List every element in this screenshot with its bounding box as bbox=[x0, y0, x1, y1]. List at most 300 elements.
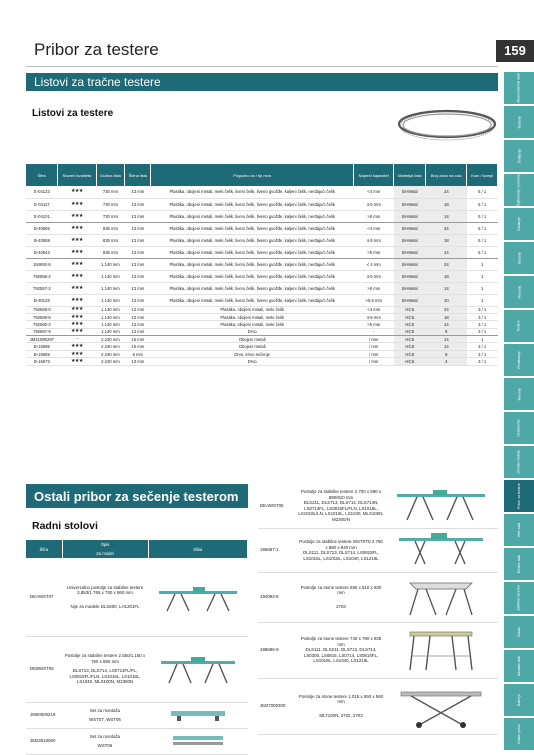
blade-length: 1.140 mm bbox=[96, 321, 125, 328]
pieces-per-set: 1 bbox=[467, 282, 498, 294]
teeth-per-inch: 6 bbox=[426, 350, 467, 357]
col-header-desc: Opis bbox=[62, 540, 148, 549]
teeth-per-inch: 14 bbox=[426, 282, 467, 294]
teeth-per-inch: 14 bbox=[426, 336, 467, 343]
side-tab-19[interactable] bbox=[504, 718, 534, 752]
table-row bbox=[26, 343, 498, 350]
product-code: DEAWST07 bbox=[26, 558, 62, 636]
compatible-models: MLT100N, 2702, 2703 bbox=[319, 712, 363, 718]
side-tab-14[interactable] bbox=[504, 548, 534, 582]
product-desc bbox=[298, 678, 384, 734]
teeth-per-inch: 10 bbox=[426, 294, 467, 306]
blade-width: 13 mm bbox=[125, 294, 151, 306]
quality-rating: ★★★ bbox=[58, 313, 96, 320]
max-capacity: 4-5 mm bbox=[354, 270, 394, 282]
suitable-for: Plastika, obojeni metali, meki čelik, liveni čelik, liveno gvožđe, kaljeni čelik, nerđajući čelik bbox=[151, 222, 354, 234]
blade-length: 1.140 mm bbox=[96, 328, 125, 335]
blade-material: Bi-Metal bbox=[394, 222, 426, 234]
blade-length: 1.140 mm bbox=[96, 313, 125, 320]
side-tab-10[interactable] bbox=[504, 412, 534, 446]
product-code: 194093-8 bbox=[258, 572, 298, 622]
max-capacity: <4 mm bbox=[354, 306, 394, 313]
pieces-per-set: 3 / 1 bbox=[467, 358, 498, 365]
table-saw-stand-image bbox=[396, 575, 486, 619]
suitable-for: Plastika, obojeni metali, meki čelik, liveni čelik, liveno gvožđe, kaljeni čelik, nerđajući čelik bbox=[151, 234, 354, 246]
blade-length: 835 mm bbox=[96, 234, 125, 246]
product-code: DEAWST05 bbox=[258, 484, 298, 528]
product-image bbox=[148, 636, 248, 702]
blade-width: 16 mm bbox=[125, 336, 151, 343]
col-header-model: Za model bbox=[62, 549, 148, 558]
max-capacity: / mm bbox=[354, 358, 394, 365]
col-header-length: Dužina lista bbox=[96, 164, 125, 186]
quality-rating: ★★★ bbox=[58, 222, 96, 234]
product-code: E-04123 bbox=[26, 186, 58, 198]
teeth-per-inch: 14 bbox=[426, 321, 467, 328]
quality-rating: ★★★ bbox=[58, 343, 96, 350]
product-code: E-04117 bbox=[26, 198, 58, 210]
quality-rating: ★★★ bbox=[58, 210, 96, 222]
col-header-capacity: Najveći kapacitet bbox=[354, 164, 394, 186]
blade-material: HCS bbox=[394, 336, 426, 343]
suitable-for: Plastika, obojeni metali, meki čelik, liveni čelik, liveno gvožđe, kaljeni čelik, nerđajući čelik bbox=[151, 270, 354, 282]
product-code: E-04101 bbox=[26, 210, 58, 222]
max-capacity: < 4 mm bbox=[354, 258, 394, 270]
table-row bbox=[26, 234, 498, 246]
blade-width: 13 mm bbox=[125, 282, 151, 294]
blade-table bbox=[26, 164, 498, 366]
max-capacity: >5 mm bbox=[354, 282, 394, 294]
mounting-set-image bbox=[163, 705, 233, 725]
table-row bbox=[26, 336, 498, 343]
product-desc bbox=[62, 558, 148, 636]
col-header-pcs: Kom / kompl bbox=[467, 164, 498, 186]
side-tab-label: Rezanje bbox=[517, 285, 521, 299]
side-tab-label: Šrafljenje bbox=[517, 148, 521, 164]
blade-length: 1.140 mm bbox=[96, 306, 125, 313]
compatible-models: DLS713, DLS714, LS0714FL/FL, LS0815FL/FLN, LS1016L, LS1018L, LS1040, MLS100N, M2300N bbox=[69, 668, 141, 685]
blade-material: Bi-Metal bbox=[394, 258, 426, 270]
blade-width: 13 mm bbox=[125, 234, 151, 246]
quality-rating: ★★★ bbox=[58, 328, 96, 335]
blade-length: 835 mm bbox=[96, 246, 125, 258]
stand-spec: Postolje za stabilne testere WST07N 2.750 x 880 x 840 mm bbox=[299, 539, 383, 550]
col-header-teeth: Broj zuba na colu bbox=[426, 164, 467, 186]
compatible-models: 2704 bbox=[336, 603, 346, 609]
product-image bbox=[384, 622, 498, 678]
quality-rating: ★★★ bbox=[58, 270, 96, 282]
quality-rating: ★★★ bbox=[58, 294, 96, 306]
subtitle-work-stands: Radni stolovi bbox=[32, 520, 98, 532]
teeth-per-inch: 6 bbox=[426, 328, 467, 335]
stand-spec: Univerzalno postolje za stabilne testere 3.853/1.765 x 750 x 860 mm bbox=[66, 584, 144, 595]
stand-spec: Postolje za stone testere 655 x 510 x 830 mm bbox=[300, 584, 382, 596]
blade-material: Bi-Metal bbox=[394, 270, 426, 282]
compatible-models: WST07, WST06 bbox=[89, 717, 121, 722]
pieces-per-set: 5 / 1 bbox=[467, 186, 498, 198]
blade-material: HCS bbox=[394, 321, 426, 328]
blade-length: 1.140 mm bbox=[96, 282, 125, 294]
stand-spec: Postolje za stone testere 1.015 x 590 x 560 mm bbox=[298, 693, 384, 705]
page-title: Pribor za testere bbox=[34, 40, 159, 59]
suitable-for: Plastika, obojeni metali, meki čelik, liveni čelik, liveno gvožđe, kaljeni čelik, nerđajući čelik bbox=[151, 258, 354, 270]
product-code: 792559-8 bbox=[26, 313, 58, 320]
blade-width: 13 mm bbox=[125, 246, 151, 258]
product-code: JM00000219 bbox=[26, 702, 62, 728]
product-code: 198686-9 bbox=[258, 622, 298, 678]
teeth-per-inch: 18 bbox=[426, 270, 467, 282]
blade-material: Bi-Metal bbox=[394, 282, 426, 294]
blade-width: 13 mm bbox=[125, 313, 151, 320]
compatible-models: WST06 bbox=[97, 743, 113, 748]
suitable-for: Obojeni metali bbox=[151, 336, 354, 343]
side-tab-9[interactable] bbox=[504, 378, 534, 412]
pieces-per-set: 5 / 1 bbox=[467, 222, 498, 234]
suitable-for: Plastika, obojeni metali, meki čelik, liveni čelik, liveno gvožđe, kaljeni čelik, nerđajući čelik bbox=[151, 198, 354, 210]
col-header-width: Širina lista bbox=[125, 164, 151, 186]
blade-width: 13 mm bbox=[125, 306, 151, 313]
table-row bbox=[26, 270, 498, 282]
table-row bbox=[26, 246, 498, 258]
side-tab-label: Sečenje bbox=[517, 251, 521, 265]
side-tab-11[interactable] bbox=[504, 446, 534, 480]
product-code: 196687-1 bbox=[258, 528, 298, 572]
suitable-for: Plastika, obojeni metali, meki čelik bbox=[151, 313, 354, 320]
table-row bbox=[26, 198, 498, 210]
table-row bbox=[258, 528, 498, 572]
max-capacity: 4-5 mm bbox=[354, 198, 394, 210]
pieces-per-set: 1 bbox=[467, 258, 498, 270]
suitable-for: Drvo, krivo sečenje bbox=[151, 350, 354, 357]
product-code: 792560-3 bbox=[26, 321, 58, 328]
side-tab-6[interactable] bbox=[504, 276, 534, 310]
table-row bbox=[26, 282, 498, 294]
stand-spec: Postolje za stabilne testere 2.550/1.150 x 750 x 850 mm bbox=[64, 653, 146, 664]
side-tab-label: Vrtni alati bbox=[517, 522, 521, 538]
blade-width: 16 mm bbox=[125, 343, 151, 350]
product-code: B-30128 bbox=[26, 294, 58, 306]
product-code: JM21080297 bbox=[26, 336, 58, 343]
quality-rating: ★★★ bbox=[58, 282, 96, 294]
side-tab-16[interactable] bbox=[504, 616, 534, 650]
product-desc bbox=[62, 636, 148, 702]
max-capacity: / mm bbox=[354, 350, 394, 357]
suitable-for: Plastika, obojeni metali, meki čelik, liveni čelik, liveno gvožđe, kaljeni čelik, nerđajući čelik bbox=[151, 294, 354, 306]
quality-rating: ★★★ bbox=[58, 321, 96, 328]
universal-stand-image bbox=[155, 577, 241, 617]
suitable-for: Plastika, obojeni metali, meki čelik, liveni čelik, liveno gvožđe, kaljeni čelik, nerđajući čelik bbox=[151, 210, 354, 222]
table-row bbox=[26, 321, 498, 328]
product-image bbox=[148, 702, 248, 728]
teeth-per-inch: 24 bbox=[426, 306, 467, 313]
blade-length: 1.140 mm bbox=[96, 270, 125, 282]
suitable-for: Drvo bbox=[151, 358, 354, 365]
side-tab-label: Obrada metala bbox=[517, 450, 521, 474]
stand-spec: Set za montažu bbox=[89, 707, 121, 713]
col-header-code: Šifra bbox=[26, 540, 62, 558]
table-row bbox=[26, 358, 498, 365]
table-saw-stand-image bbox=[396, 626, 486, 674]
teeth-per-inch: 24 bbox=[426, 222, 467, 234]
table-row bbox=[26, 294, 498, 306]
blade-width: 13 mm bbox=[125, 222, 151, 234]
max-capacity: >5 mm bbox=[354, 246, 394, 258]
side-tab-label: Rendisanje bbox=[516, 351, 521, 369]
side-tab-17[interactable] bbox=[504, 650, 534, 684]
product-code: B-16695 bbox=[26, 343, 58, 350]
col-header-material: Materijal lista bbox=[394, 164, 426, 186]
blade-length: 1.140 mm bbox=[96, 294, 125, 306]
product-desc bbox=[298, 572, 384, 622]
pieces-per-set: 3 / 1 bbox=[467, 350, 498, 357]
col-header-quality: Razred kvaliteta bbox=[58, 164, 96, 186]
blade-material: Bi-Metal bbox=[394, 210, 426, 222]
compatible-models: DLS111, DLS713, DLS714, LS0815FL, LS1016L, LS1018L, LS1040, LS1219L bbox=[303, 550, 379, 561]
blade-length: 1.140 mm bbox=[96, 258, 125, 270]
product-code: JM23610060 bbox=[26, 728, 62, 754]
side-tab-label: Usisavanje bbox=[517, 419, 521, 437]
stand-image bbox=[391, 530, 491, 570]
section-header-band-saw-blades: Listovi za tračne testere bbox=[26, 73, 498, 91]
pieces-per-set: 5 / 1 bbox=[467, 210, 498, 222]
folding-stand-image bbox=[391, 682, 491, 730]
max-capacity: >5,5 mm bbox=[354, 294, 394, 306]
product-code: DEBWST06 bbox=[26, 636, 62, 702]
product-image bbox=[384, 572, 498, 622]
quality-rating: ★★★ bbox=[58, 350, 96, 357]
blade-length: 2.240 mm bbox=[96, 336, 125, 343]
quality-rating: ★★★ bbox=[58, 234, 96, 246]
product-desc bbox=[62, 728, 148, 754]
side-tab-label: Elektro alati bbox=[516, 554, 521, 574]
max-capacity: >5 mm bbox=[354, 321, 394, 328]
product-image bbox=[148, 558, 248, 636]
table-row bbox=[26, 210, 498, 222]
product-desc bbox=[298, 484, 384, 528]
pieces-per-set: 3 / 1 bbox=[467, 321, 498, 328]
product-code: 194692-8 bbox=[26, 258, 58, 270]
table-row bbox=[26, 636, 248, 702]
title-divider bbox=[26, 66, 498, 67]
table-row bbox=[26, 702, 248, 728]
col-header-image: Slika bbox=[148, 540, 248, 558]
table-row bbox=[26, 728, 248, 754]
blade-width: 13 mm bbox=[125, 321, 151, 328]
product-code: JM27000300 bbox=[258, 678, 298, 734]
pieces-per-set: 3 / 1 bbox=[467, 313, 498, 320]
product-desc bbox=[298, 622, 384, 678]
side-tab-13[interactable] bbox=[504, 514, 534, 548]
max-capacity: / mm bbox=[354, 336, 394, 343]
max-capacity: - bbox=[354, 328, 394, 335]
side-tab-label: Baterije bbox=[517, 694, 521, 706]
blade-material: Bi-Metal bbox=[394, 246, 426, 258]
blade-width: 13 mm bbox=[125, 258, 151, 270]
max-capacity: <4 mm bbox=[354, 222, 394, 234]
teeth-per-inch: 18 bbox=[426, 234, 467, 246]
table-row bbox=[26, 186, 498, 198]
table-row bbox=[258, 484, 498, 528]
suitable-for: Plastika, obojeni metali, meki čelik, liveni čelik, liveno gvožđe, kaljeni čelik, nerđajući čelik bbox=[151, 246, 354, 258]
table-row bbox=[26, 328, 498, 335]
max-capacity: 4-5 mm bbox=[354, 313, 394, 320]
blade-material: HCS bbox=[394, 306, 426, 313]
product-code: B-40543 bbox=[26, 246, 58, 258]
side-tab-7[interactable] bbox=[504, 310, 534, 344]
mounting-set-image bbox=[163, 731, 233, 751]
product-code: B-16689 bbox=[26, 350, 58, 357]
side-tab-label: Nasadni alati bbox=[516, 655, 521, 677]
teeth-per-inch: 14 bbox=[426, 246, 467, 258]
product-code: B-40559 bbox=[26, 234, 58, 246]
max-capacity: <4 mm bbox=[354, 186, 394, 198]
pieces-per-set: 5 / 1 bbox=[467, 246, 498, 258]
side-tab-label: Šlajfovanje i poliranje bbox=[517, 173, 522, 207]
table-row bbox=[258, 678, 498, 734]
subtitle-saw-blades: Listovi za testere bbox=[32, 108, 114, 119]
teeth-per-inch: 24 bbox=[426, 258, 467, 270]
max-capacity: >5 mm bbox=[354, 210, 394, 222]
quality-rating: ★★★ bbox=[58, 306, 96, 313]
side-tab-2[interactable] bbox=[504, 140, 534, 174]
pieces-per-set: 1 bbox=[467, 336, 498, 343]
pieces-per-set: 1 bbox=[467, 294, 498, 306]
blade-width: 13 mm bbox=[125, 198, 151, 210]
quality-rating: - bbox=[58, 336, 96, 343]
table-row bbox=[26, 350, 498, 357]
compatible-models: DLS111, DLS211, DLS713, DLS714, LS0300, LS0815, LS0714, LS0815FL, LS1019L, LS1040, LS1219L bbox=[303, 647, 379, 664]
blade-material: HCS bbox=[394, 328, 426, 335]
pieces-per-set: 5 / 1 bbox=[467, 198, 498, 210]
side-tab-label: Bušenje bbox=[517, 115, 521, 129]
product-code: 792556-4 bbox=[26, 270, 58, 282]
quality-rating: ★★★ bbox=[58, 198, 96, 210]
teeth-per-inch: 14 bbox=[426, 210, 467, 222]
blade-length: 2.240 mm bbox=[96, 343, 125, 350]
blade-material: Bi-Metal bbox=[394, 186, 426, 198]
side-tab-label: Glodanje bbox=[516, 216, 521, 232]
blade-material: HCS bbox=[394, 358, 426, 365]
side-tab-label: Ostalo bbox=[517, 626, 521, 638]
blade-width: 13 mm bbox=[125, 270, 151, 282]
pieces-per-set: 3 / 1 bbox=[467, 343, 498, 350]
blade-width: 13 mm bbox=[125, 358, 151, 365]
blade-length: 730 mm bbox=[96, 186, 125, 198]
side-tab-1[interactable] bbox=[504, 106, 534, 140]
stand-table-right bbox=[258, 484, 498, 735]
suitable-for: Plastika, obojeni metali, meki čelik, liveni čelik, liveno gvožđe, kaljeni čelik, nerđajući čelik bbox=[151, 186, 354, 198]
blade-width: 13 mm bbox=[125, 210, 151, 222]
side-tab-5[interactable] bbox=[504, 242, 534, 276]
stand-image bbox=[391, 486, 491, 526]
blade-material: HCS bbox=[394, 343, 426, 350]
side-tab-8[interactable] bbox=[504, 344, 534, 378]
blade-material: Bi-Metal bbox=[394, 294, 426, 306]
product-code: 792567-9 bbox=[26, 328, 58, 335]
blade-material: HCS bbox=[394, 350, 426, 357]
quality-rating: ★★★ bbox=[58, 258, 96, 270]
product-desc bbox=[298, 528, 384, 572]
suitable-for: Obojeni metali bbox=[151, 343, 354, 350]
product-image bbox=[148, 728, 248, 754]
table-row bbox=[258, 622, 498, 678]
quality-rating: ★★★ bbox=[58, 186, 96, 198]
blade-material: Bi-Metal bbox=[394, 234, 426, 246]
blade-length: 835 mm bbox=[96, 222, 125, 234]
max-capacity: 4-5 mm bbox=[354, 234, 394, 246]
stand-spec: Set za montažu bbox=[89, 733, 121, 739]
table-row bbox=[26, 306, 498, 313]
blade-length: 730 mm bbox=[96, 210, 125, 222]
side-tab-label: Akumulatorski alati bbox=[517, 73, 521, 103]
blade-material: HCS bbox=[394, 313, 426, 320]
side-tab-3[interactable] bbox=[504, 174, 534, 208]
blade-material: Bi-Metal bbox=[394, 198, 426, 210]
product-desc bbox=[62, 702, 148, 728]
band-saw-blade-image bbox=[396, 104, 498, 144]
side-tab-15[interactable] bbox=[504, 582, 534, 616]
suitable-for: Plastika, obojeni metali, meki čelik bbox=[151, 321, 354, 328]
side-tab-label: Ostalo pribor bbox=[516, 723, 521, 745]
side-tab-index bbox=[504, 72, 534, 752]
page-number: 159 bbox=[496, 40, 534, 62]
stand-image bbox=[155, 649, 241, 689]
side-tab-4[interactable] bbox=[504, 208, 534, 242]
product-code: B-16673 bbox=[26, 358, 58, 365]
blade-length: 2.240 mm bbox=[96, 358, 125, 365]
compatible-models: DLS211, DLS713, DLS714, DLS714N, LS0714FL, LS0815FL/FLN, LS1016L, LS1018L/LN, LS1019L, LS1040, MLS100N, M2300/N bbox=[298, 500, 384, 522]
stand-table-left bbox=[26, 540, 248, 755]
blade-width: 6 mm bbox=[125, 350, 151, 357]
product-code: B-40565 bbox=[26, 222, 58, 234]
side-tab-label: Merenje bbox=[517, 387, 521, 401]
table-row bbox=[26, 558, 248, 636]
side-tab-18[interactable] bbox=[504, 684, 534, 718]
side-tab-12[interactable] bbox=[504, 480, 534, 514]
product-image bbox=[384, 678, 498, 734]
pieces-per-set: 3 / 1 bbox=[467, 328, 498, 335]
table-row bbox=[258, 572, 498, 622]
side-tab-label: Testere bbox=[516, 320, 521, 332]
teeth-per-inch: 18 bbox=[426, 198, 467, 210]
side-tab-label: Zaštitna oprema bbox=[516, 585, 521, 611]
table-row bbox=[26, 258, 498, 270]
suitable-for: Plastika, obojeni metali, meki čelik bbox=[151, 306, 354, 313]
teeth-per-inch: 24 bbox=[426, 186, 467, 198]
col-header-suitable: Pogodno za / tip reza bbox=[151, 164, 354, 186]
teeth-per-inch: 14 bbox=[426, 343, 467, 350]
pieces-per-set: 3 / 1 bbox=[467, 306, 498, 313]
pieces-per-set: 1 bbox=[467, 270, 498, 282]
product-image bbox=[384, 528, 498, 572]
stand-spec: Postolje za stone testere 740 x 790 x 835 mm bbox=[300, 636, 382, 647]
table-row bbox=[26, 222, 498, 234]
quality-rating: ★★★ bbox=[58, 246, 96, 258]
teeth-per-inch: 4 bbox=[426, 358, 467, 365]
quality-rating: ★★★ bbox=[58, 358, 96, 365]
product-code: 792557-2 bbox=[26, 282, 58, 294]
section-header-other-accessories: Ostali pribor za sečenje testerom bbox=[26, 484, 248, 508]
side-tab-0[interactable] bbox=[504, 72, 534, 106]
blade-width: 13 mm bbox=[125, 328, 151, 335]
suitable-for: Plastika, obojeni metali, meki čelik, liveni čelik, liveno gvožđe, kaljeni čelik, nerđajući čelik bbox=[151, 282, 354, 294]
table-row bbox=[26, 313, 498, 320]
suitable-for: Drvo bbox=[151, 328, 354, 335]
max-capacity: / mm bbox=[354, 343, 394, 350]
product-code: 792558-0 bbox=[26, 306, 58, 313]
teeth-per-inch: 18 bbox=[426, 313, 467, 320]
col-header-code: Šifra bbox=[26, 164, 58, 186]
